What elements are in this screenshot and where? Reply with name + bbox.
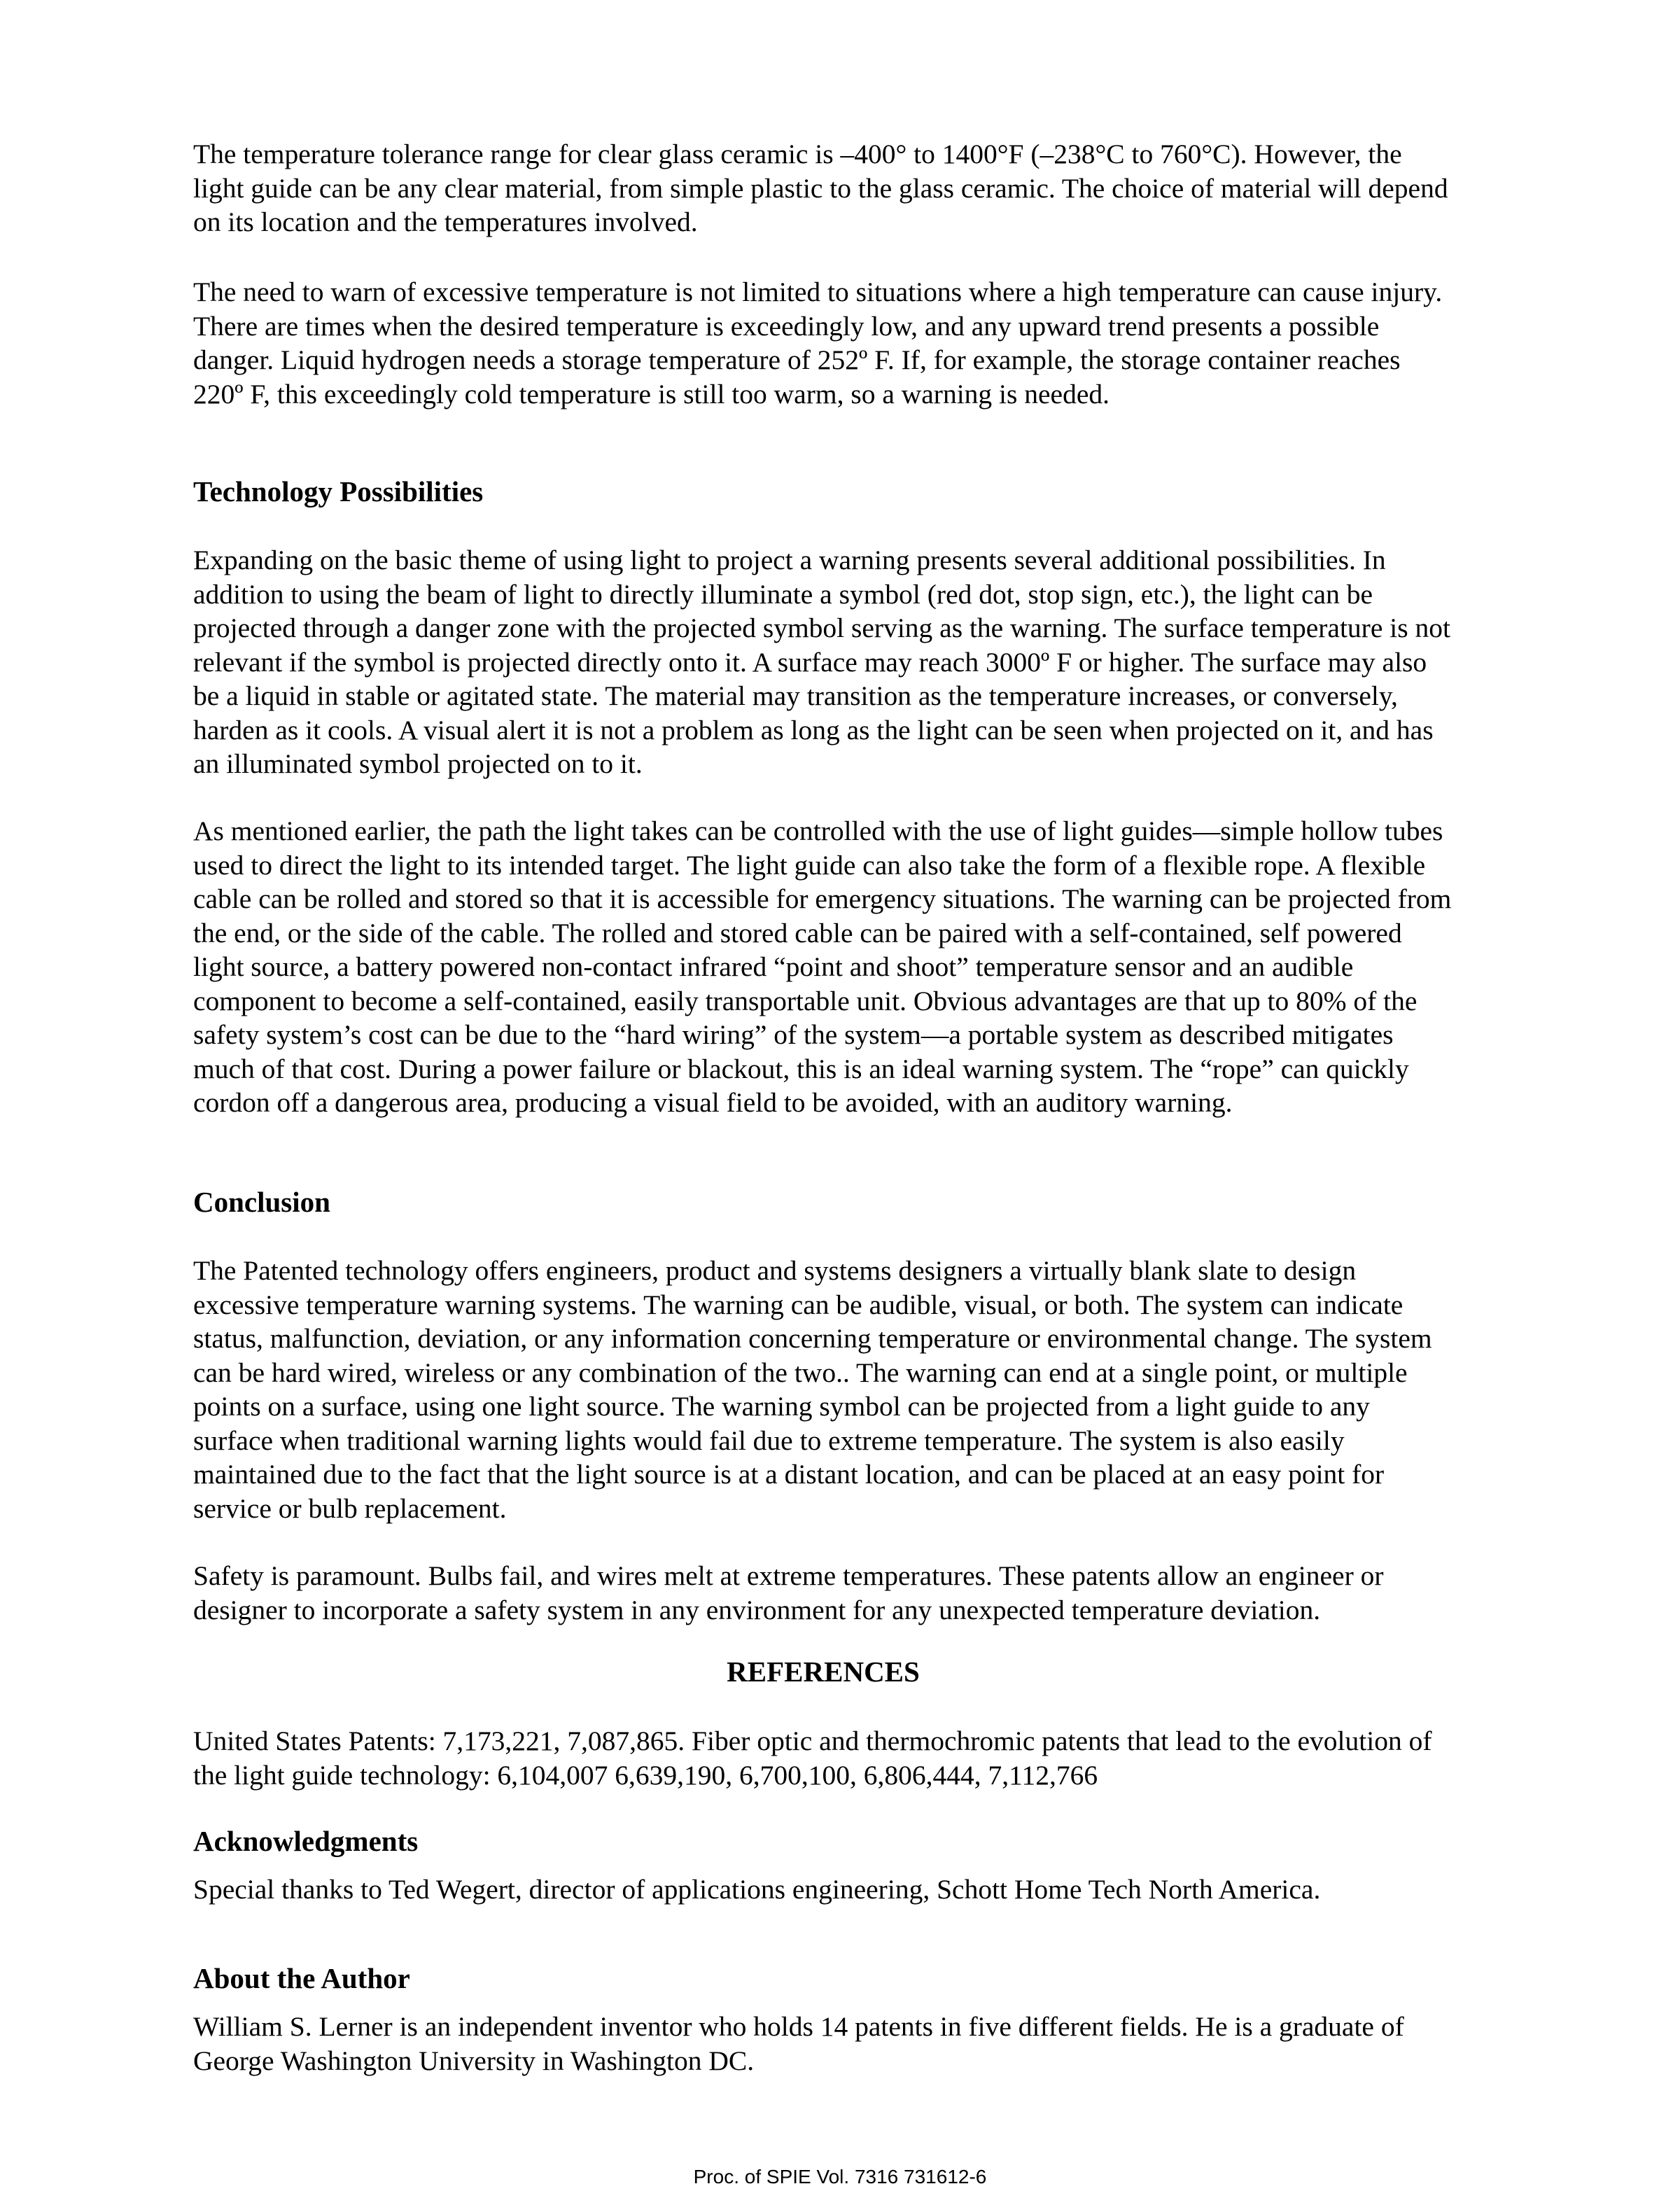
section-heading: About the Author [193,1962,410,1994]
author-paragraph [193,2010,1453,2078]
references-paragraph [193,1724,1453,1792]
section-heading: Acknowledgments [193,1825,419,1857]
page-footer: Proc. of SPIE Vol. 7316 731612-6 [693,2166,987,2188]
section-technology [193,475,1453,508]
section-heading: Technology Possibilities [193,475,484,507]
paragraph-text: Special thanks to Ted Wegert, director of applications engineering, Schott Home Tech North America. [193,1874,1321,1905]
technology-paragraph-2 [193,814,1453,1120]
paragraph-text: The need to warn of excessive temperature is not limited to situations where a high temperature can cause injury. There are times when the desired temperature is exceedingly low, and any upward trend presents a possible danger. Liquid hydrogen needs a storage temperature of 252º F. If, for example, the storage container reaches 220º F, this exceedingly cold temperature is still too warm, so a warning is needed. [193,276,1443,410]
paragraph-text: The temperature tolerance range for clear glass ceramic is –400° to 1400°F (–238°C to 760°C). However, the light guide can be any clear material, from simple plastic to the glass ceramic. The choice of material will depend on its location and the temperatures involved. [193,139,1448,237]
conclusion-paragraph-2 [193,1559,1453,1627]
section-acknowledgments [193,1824,1453,1858]
intro-paragraph-1 [193,137,1453,239]
section-references [193,1655,1453,1688]
paragraph-text: Safety is paramount. Bulbs fail, and wires melt at extreme temperatures. These patents allow an engineer or designer to incorporate a safety system in any environment for any unexpected temperature deviation. [193,1560,1384,1625]
paragraph-text: As mentioned earlier, the path the light takes can be controlled with the use of light guides—simple hollow tubes used to direct the light to its intended target. The light guide can also take the form of a flexible rope. A flexible cable can be rolled and stored so that it is accessible for emergency situations. The warning can be projected from the end, or the side of the cable. The rolled and stored cable can be paired with a self-contained, self powered light source, a battery powered non-contact infrared “point and shoot” temperature sensor and an audible component to become a self-contained, easily transportable unit. Obvious advantages are that up to 80% of the safety system’s cost can be due to the “hard wiring” of the system—a portable system as described mitigates much of that cost. During a power failure or blackout, this is an ideal warning system. The “rope” can quickly cordon off a dangerous area, producing a visual field to be avoided, with an auditory warning. [193,816,1452,1118]
paragraph-text: William S. Lerner is an independent inventor who holds 14 patents in five different fields. He is a graduate of George Washington University in Washington DC. [193,2011,1404,2076]
section-heading: REFERENCES [727,1656,920,1688]
paragraph-text: United States Patents: 7,173,221, 7,087,865. Fiber optic and thermochromic patents that lead to the evolution of the light guide technology: 6,104,007 6,639,190, 6,700,100, 6,806,444, 7,112,766 [193,1726,1432,1791]
paragraph-text: The Patented technology offers engineers, product and systems designers a virtually blank slate to design excessive temperature warning systems. The warning can be audible, visual, or both. The system can indicate status, malfunction, deviation, or any information concerning temperature or environmental change. The system can be hard wired, wireless or any combination of the two.. The warning can end at a single point, or multiple points on a surface, using one light source. The warning symbol can be projected from a light guide to any surface when traditional warning lights would fail due to extreme temperature. The system is also easily maintained due to the fact that the light source is at a distant location, and can be placed at an easy point for service or bulb replacement. [193,1255,1432,1524]
section-heading: Conclusion [193,1186,330,1218]
technology-paragraph-1 [193,543,1453,781]
section-conclusion [193,1185,1453,1219]
conclusion-paragraph-1 [193,1254,1453,1525]
acknowledgments-paragraph [193,1872,1453,1907]
section-about-author [193,1961,1453,1995]
paragraph-text: Expanding on the basic theme of using light to project a warning presents several additional possibilities. In addition to using the beam of light to directly illuminate a symbol (red dot, stop sign, etc.), the light can be projected through a danger zone with the projected symbol serving as the warning. The surface temperature is not relevant if the symbol is projected directly onto it. A surface may reach 3000º F or higher. The surface may also be a liquid in stable or agitated state. The material may transition as the temperature increases, or conversely, harden as it cools. A visual alert it is not a problem as long as the light can be seen when projected on it, and has an illuminated symbol projected on to it. [193,545,1450,779]
intro-paragraph-2 [193,275,1453,411]
